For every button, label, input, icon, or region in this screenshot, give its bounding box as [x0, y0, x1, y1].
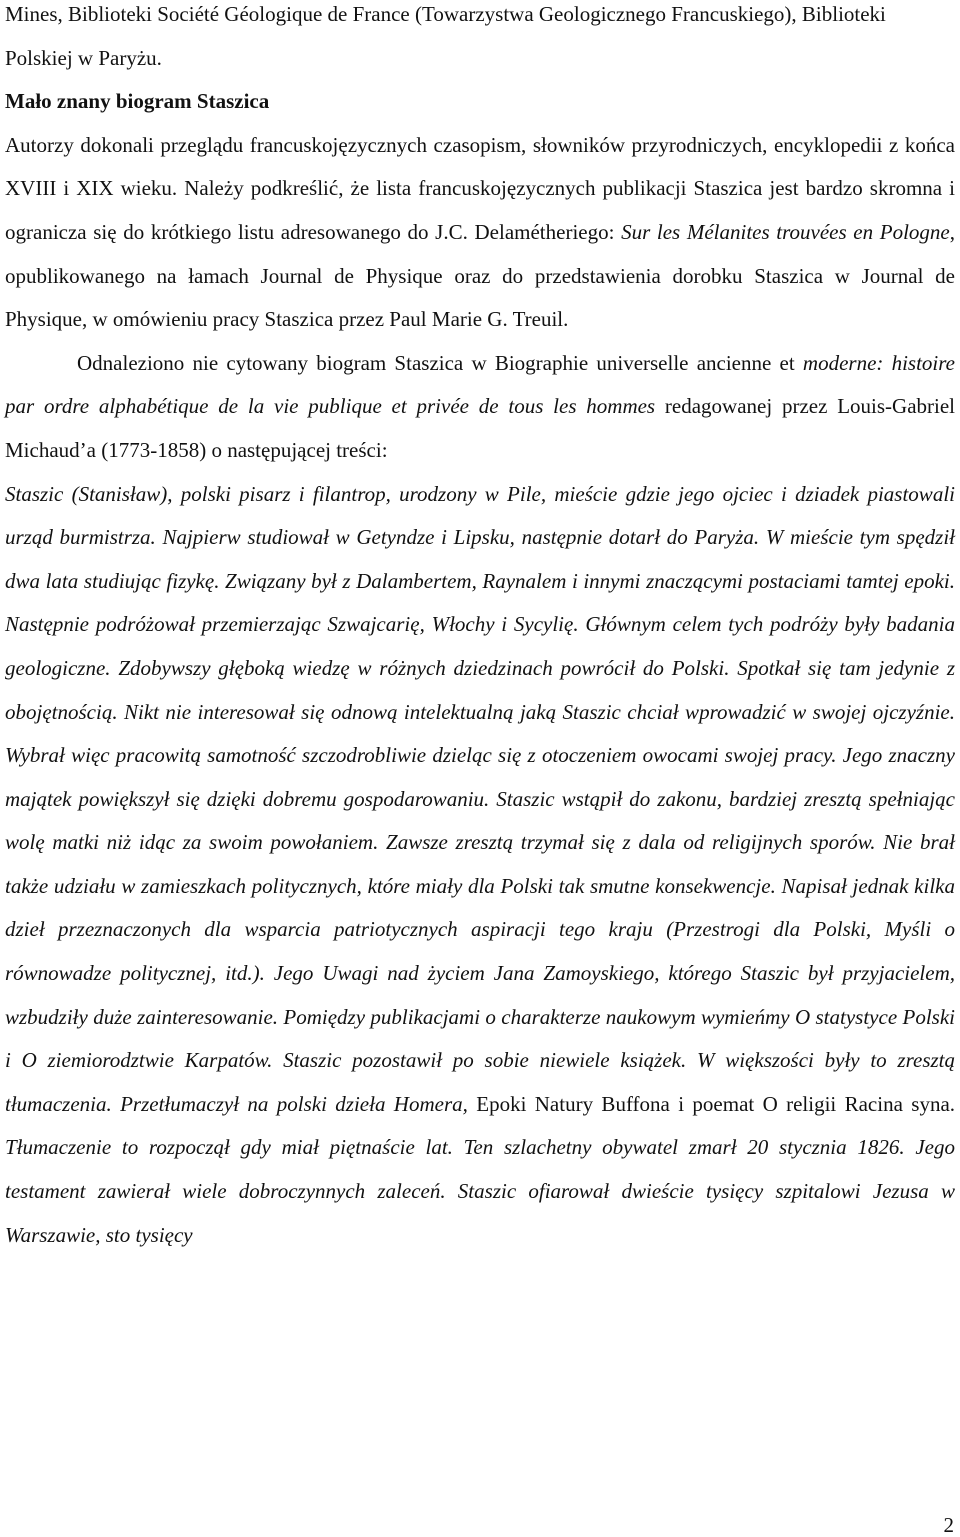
paragraph-review-text-b: , opublikowanego na łamach Journal de Physique oraz do przedstawienia dorobku Staszica w Journal de Physique, w omówieniu pracy Staszica przez Paul Marie G. Treuil.	[5, 219, 955, 332]
biogram-quote	[5, 473, 955, 1258]
paragraph-biogram-text-a: Odnaleziono nie cytowany biogram Staszica w Biographie universelle ancienne et	[77, 350, 803, 375]
paragraph-review-text-a: Autorzy dokonali przeglądu francuskojęzycznych czasopism, słowników przyrodniczych, encyklopedii z końca XVIII i XIX wieku. Należy podkreślić, że lista francuskojęzycznych publikacji Staszica jest bardzo skromna i ogranicza się do krótkiego listu adresowanego do J.C. Delamétheriego:	[5, 132, 955, 244]
biogram-quote-italic-a: Staszic (Stanisław), polski pisarz i filantrop, urodzony w Pile, mieście gdzie jego ojciec i dziadek piastowali urząd burmistrza. Najpierw studiował w Getyndze i Lipsku, następnie dotarł do Paryża. W mieście tym spędził dwa lata studiując fizykę. Związany był z Dalambertem, Raynalem i innymi znaczącymi postaciami tamtej epoki. Następnie podróżował przemierzając Szwajcarię, Włochy i Sycylię. Głównym celem tych podróży były badania geologiczne. Zdobywszy głęboką wiedzę w różnych dziedzinach powrócił do Polski. Spotkał się tam jedynie z obojętnością. Nikt nie interesował się odnową intelektualną jaką Staszic chciał wprowadzić w swojej ojczyźnie. Wybrał więc pracowitą samotność szczodrobliwie dzieląc się z otoczeniem owocami swojej pracy. Jego znaczny majątek powiększył się dzięki dobremu gospodarowaniu. Staszic wstąpił do zakonu, bardziej zresztą spełniając wolę matki niż idąc za swoim powołaniem. Zawsze zresztą trzymał się z dala od religijnych sporów. Nie brał także udziału w zamieszkach politycznych, które miały dla Polski tak smutne konsekwencje. Napisał jednak kilka dzieł przeznaczonych dla wsparcia patriotycznych aspiracji tego kraju (Przestrogi dla Polski, Myśli o równowadze politycznej, itd.). Jego Uwagi nad życiem Jana Zamoyskiego, którego Staszic był przyjacielem, wzbudziły duże zainteresowanie. Pomiędzy publikacjami o charakterze naukowym wymieńmy O statystyce Polski i O ziemiorodztwie Karpatów. Staszic pozostawił po sobie niewiele książek. W większości były to zresztą tłumaczenia. Przetłumaczył na polski dzieła Homera,	[5, 481, 955, 1116]
paragraph-review	[5, 124, 955, 342]
paragraph-biogram-text-b: redagowanej przez Louis-Gabriel Michaud’a (1773-1858) o następującej treści:	[5, 394, 956, 462]
paragraph-biogram-italic-title: moderne: histoire par ordre alphabétique de la vie publique et privée de tous les hommes	[5, 350, 955, 419]
biogram-quote-italic-b: Tłumaczenie to rozpoczął gdy miał piętnaście lat. Ten szlachetny obywatel zmarł 20 stycznia 1826. Jego testament zawierał wiele dobroczynnych zaleceń. Staszic ofiarował dwieście tysięcy szpitalowi Jezusa w Warszawie, sto tysięcy	[5, 1135, 955, 1247]
paragraph-review-italic-title: Sur les Mélanites trouvées en Pologne	[621, 219, 950, 244]
section-heading: Mało znany biogram Staszica	[5, 89, 270, 114]
page-number: 2	[943, 1513, 954, 1537]
intro-paragraph: Mines, Biblioteki Société Géologique de France (Towarzystwa Geologicznego Francuskiego), Biblioteki Polskiej w Paryżu.	[5, 2, 886, 70]
biogram-quote-upright: Epoki Natury Buffona i poemat O religii Racina syna.	[476, 1091, 956, 1116]
paragraph-biogram-intro	[5, 342, 955, 473]
document-page	[5, 0, 955, 1257]
